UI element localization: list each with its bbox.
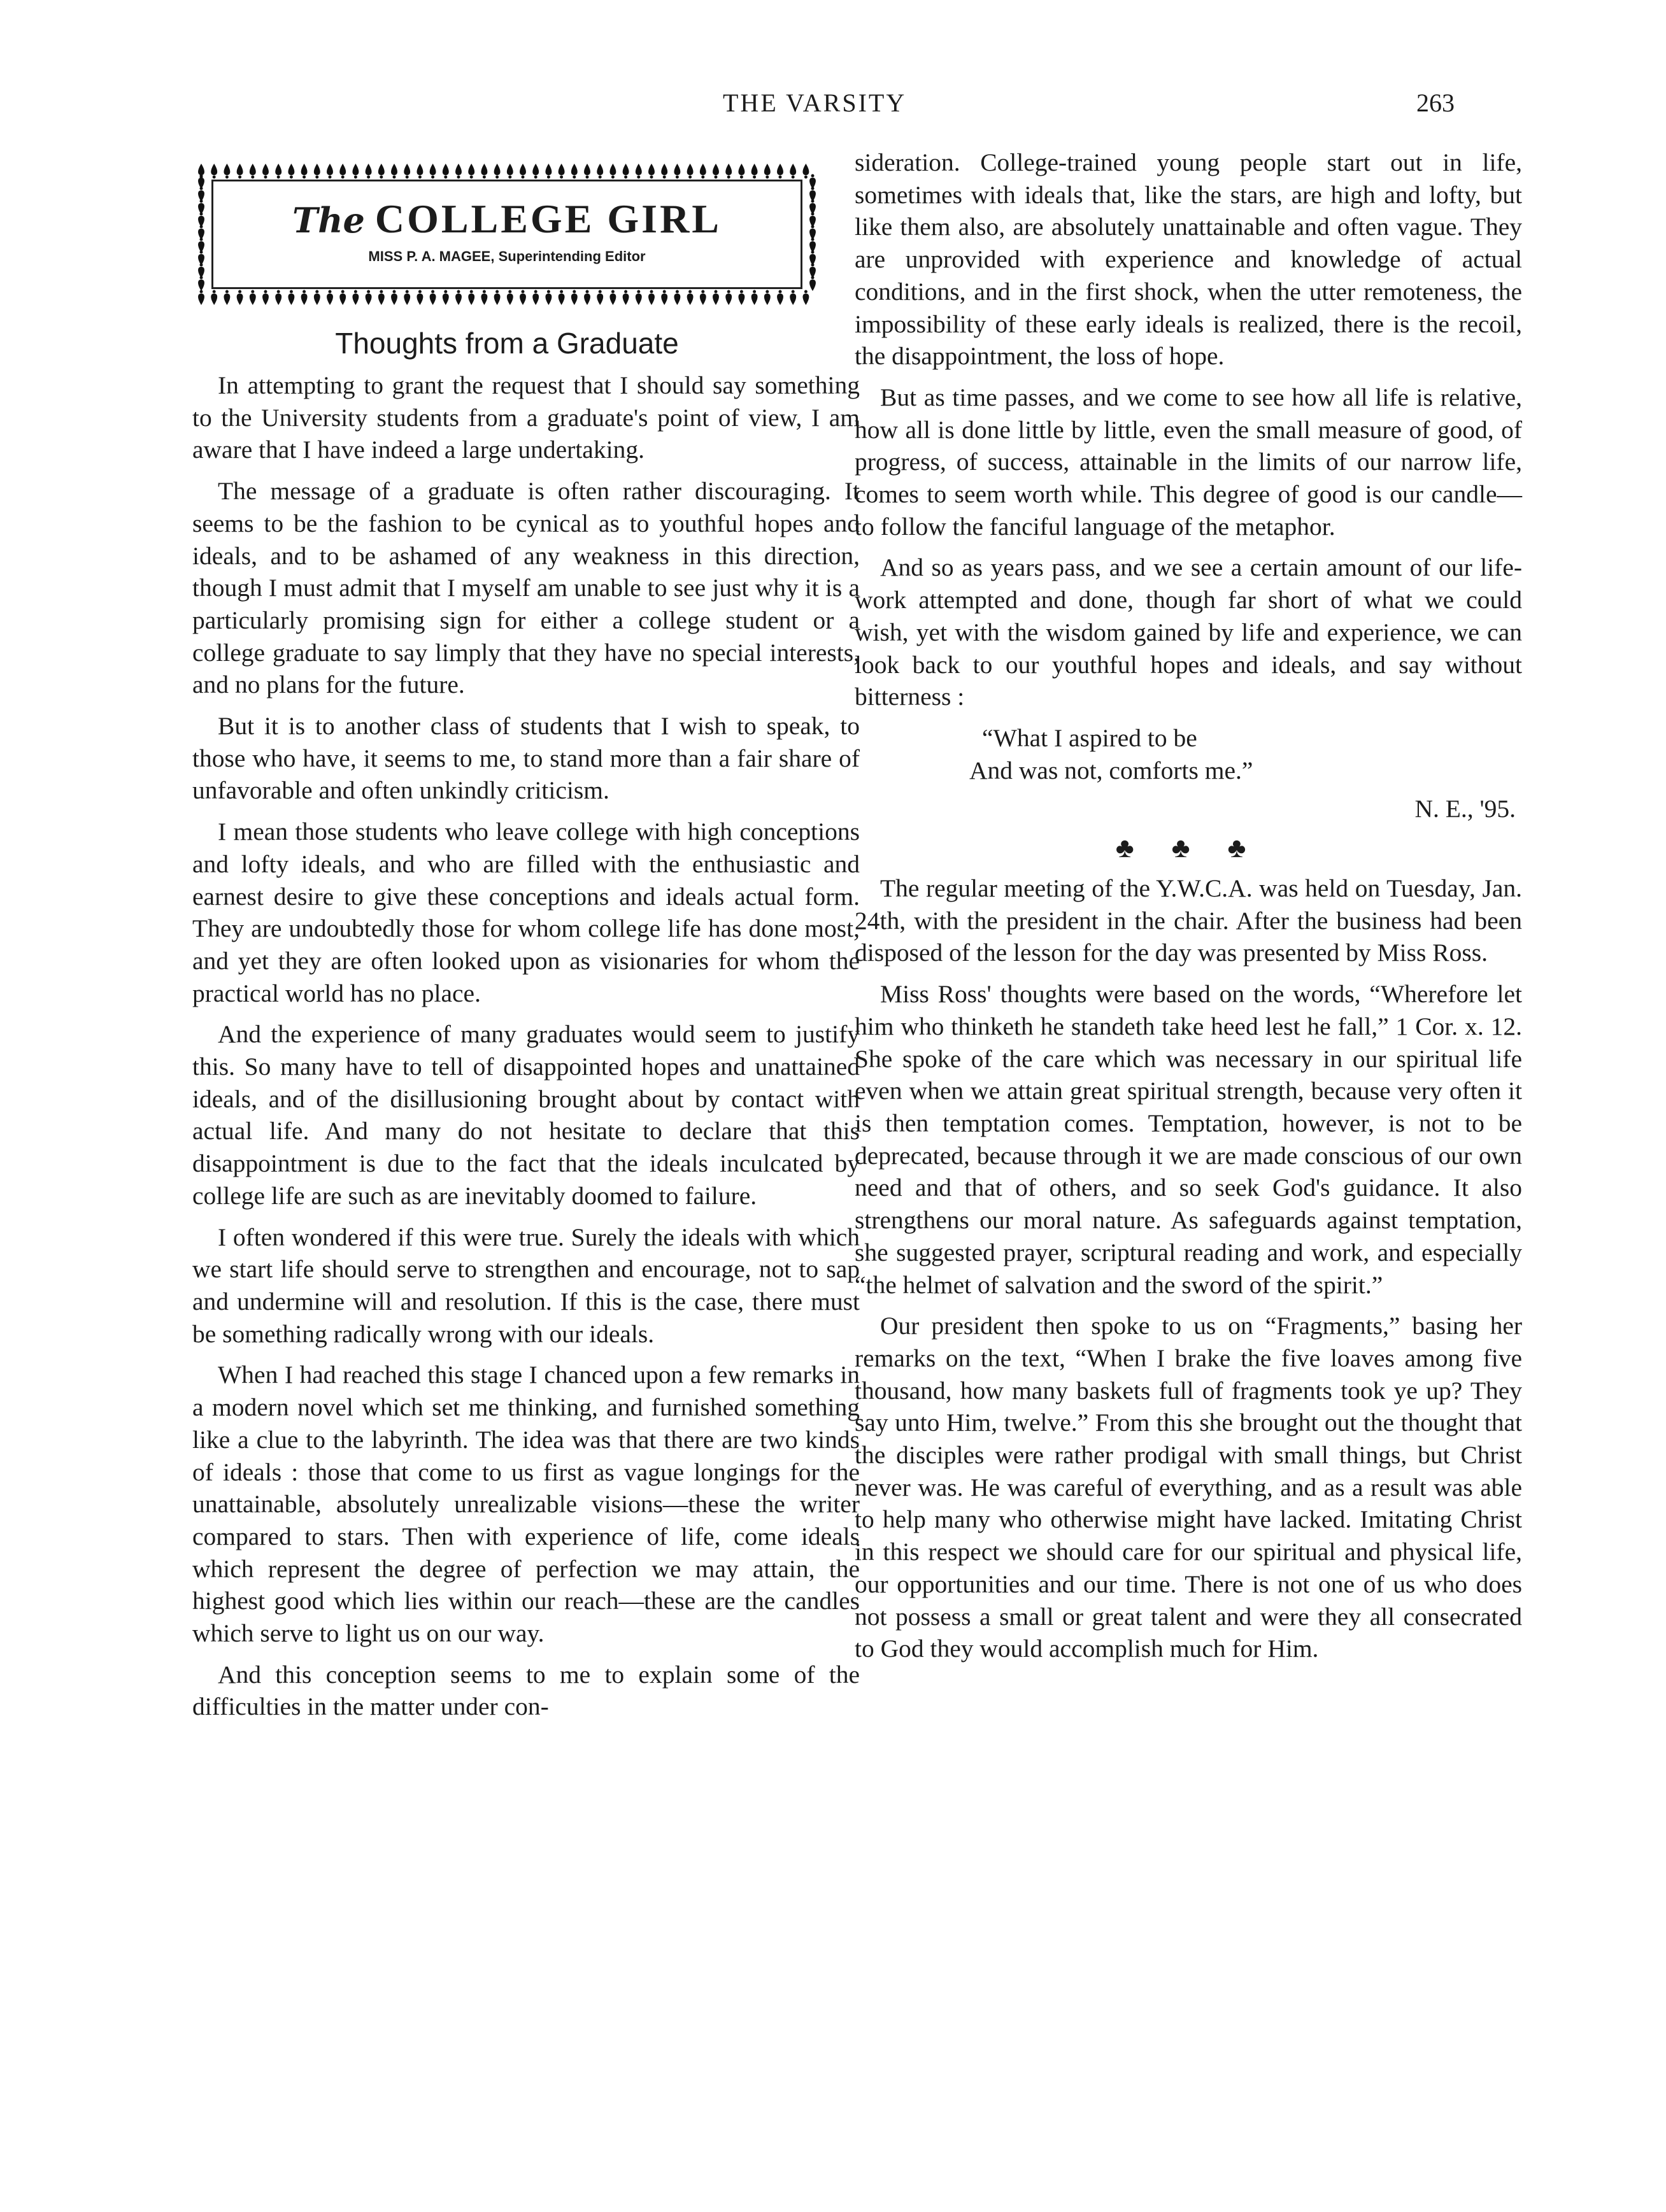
running-head [0,88,1666,126]
poem-line: And was not, comforts me.” [969,756,1253,784]
department-header-box [192,160,822,308]
club-separator-ornament: ♣ ♣ ♣ [1115,832,1262,864]
article-paragraph: I mean those students who leave college with high conceptions and lofty ideals, and who are filled with the enthusiastic and earnest desire to give these conceptions and ideals actual form. They are undoubtedly those for whom college life has done most, and yet they are often looked upon as visionaries for whom the practical world has no place. [192,818,860,1007]
department-editor-line: MISS P. A. MAGEE, Superintending Editor [368,248,646,264]
department-title-text: COLLEGE GIRL [374,196,722,241]
journal-title: THE VARSITY [723,89,907,117]
article-paragraph: And the experience of many graduates would seem to justify this. So many have to tell of disappointed hopes and unattained ideals, and of the disillusioning brought about by contact with actual life. And many do not hesitate to declare that this disappointment is due to the fact that the ideals inculcated by college life are such as are inevitably doomed to failure. [192,1020,860,1210]
poem-quote [855,722,1522,786]
article-paragraph: But as time passes, and we come to see how all life is relative, how all is done little by little, even the small measure of good, of progress, of success, attainable in the limits of our narrow life, comes to seem worth while. This degree of good is our candle—to follow the fanciful language of the metaphor. [855,383,1522,541]
ywca-paragraph: Our president then spoke to us on “Fragments,” basing her remarks on the text, “When I brake the five loaves among five thousand, how many baskets full of fragments took ye up? They say unto Him, twelve.” From this she brought out the thought that the disciples were rather prodigal with small things, but Christ never was. He was careful of everything, and as a result was able to help many who otherwise might have lacked. Imitating Christ in this respect we should care for our spiritual and physical life, our opportunities and our time. There is not one of us who does not possess a small or great talent and were they all consecrated to God they would accomplish much for Him. [855,1312,1522,1663]
ywca-paragraph: Miss Ross' thoughts were based on the words, “Wherefore let him who thinketh he standeth take heed lest he fall,” 1 Cor. x. 12. She spoke of the care which was necessary in our spiritual life even when we attain great spiritual strength, because very often it is then temptation comes. Temptation, however, is not to be deprecated, because through it we are made conscious of our own need and that of others, and so seek God's guidance. It also strengthens our moral nature. As safeguards against temptation, she suggested prayer, scriptural reading and work, and especially “the helmet of salvation and the sword of the spirit.” [855,980,1522,1299]
author-signature: N. E., '95. [1414,795,1516,823]
article-paragraph: When I had reached this stage I chanced upon a few remarks in a modern novel which set me thinking, and furnished something like a clue to the labyrinth. The idea was that there are two kinds of ideals : those that come to us first as vague longings for the unattainable, absolutely unrealizable visions—these the writer compared to stars. Then with experience of life, come ideals which represent the degree of perfection we may attain, the highest good which lies within our reach—these are the candles which serve to light us on our way. [192,1361,860,1648]
article-paragraph-continued: sideration. College-trained young people start out in life, sometimes with ideals that, like the stars, are high and lofty, but like them also, are absolutely unattainable and often vague. They are unprovided with experience and knowledge of actual conditions, and in the first shock, when the utter remoteness, the impossibility of these early ideals is realized, there is the recoil, the disappointment, the loss of hope. [855,148,1522,371]
article-paragraph: And so as years pass, and we see a certain amount of our life-work attempted and done, though far short of what we could wish, yet with the wisdom gained by life and experience, we can look back to our youthful hopes and ideals, and say without bitterness : [855,553,1522,711]
page-number: 263 [1416,89,1455,117]
article-paragraph: But it is to another class of students that I wish to speak, to those who have, it seems to me, to stand more than a fair share of unfavorable and often unkindly criticism. [192,712,860,805]
article-paragraph: And this conception seems to me to explain some of the difficulties in the matter under con- [192,1660,860,1721]
article-paragraph: In attempting to grant the request that I should say something to the University students from a graduate's point of view, I am aware that I have indeed a large undertaking. [192,371,860,464]
article-paragraph: The message of a graduate is often rather discouraging. It seems to be the fashion to be cynical as to youthful hopes and ideals, and to be ashamed of any weakness in this direction, though I must admit that I myself am unable to see just why it is a particularly promising sign for either a college student or a college graduate to say limply that they have no special interests, and no plans for the future. [192,477,860,699]
left-column [192,369,860,1723]
poem-line: “What I aspired to be [982,723,1197,752]
article-paragraph: I often wondered if this were true. Surely the ideals with which we start life should serve to strengthen and encourage, not to sap and undermine will and resolution. If this is the case, there must be something radically wrong with our ideals. [192,1223,860,1348]
article-title: Thoughts from a Graduate [335,327,679,360]
right-column [855,146,1522,1665]
ywca-paragraph: The regular meeting of the Y.W.C.A. was held on Tuesday, Jan. 24th, with the president in the chair. After the business had been disposed of the lesson for the day was presented by Miss Ross. [855,874,1522,967]
department-title-prefix: The [292,200,365,241]
department-title [192,195,822,243]
